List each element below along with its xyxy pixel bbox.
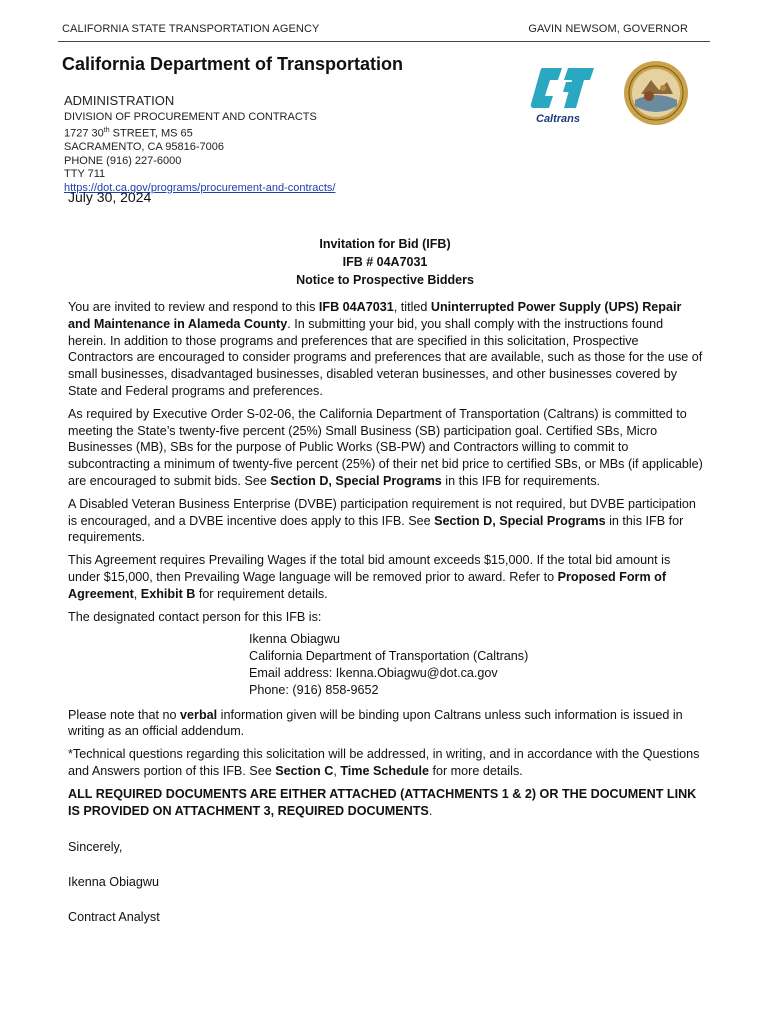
paragraph-small-business: As required by Executive Order S-02-06, the California Department of Transportation (Caltrans) is committed to meeting the State’s twenty-five percent (25%) Small Business (SB) participation goal. Certified SBs, Micro Businesses (MB), SBs for the purpose of Public Works (SB-PW) and Contractors willing to commit to subcontracting a minimum of twenty-five percent (25%) of their net bid price to certified SBs, or MBs (if applicable) are encouraged to submit bids. See Section D, Special Programs in this IFB for requirements. — [68, 406, 703, 488]
closing-block — [68, 839, 704, 925]
caltrans-logo — [528, 60, 608, 130]
closing-sincerely: Sincerely, — [68, 840, 123, 855]
phone-line: PHONE (916) 227-6000 — [64, 154, 182, 167]
ifb-notice: Notice to Prospective Bidders — [296, 273, 474, 287]
agency-header: CALIFORNIA STATE TRANSPORTATION AGENCY — [62, 23, 320, 35]
paragraph-required-documents: ALL REQUIRED DOCUMENTS ARE EITHER ATTACHED (ATTACHMENTS 1 & 2) OR THE DOCUMENT LINK IS PROVIDED ON ATTACHMENT 3, REQUIRED DOCUMENTS. — [68, 786, 697, 818]
header-divider — [58, 41, 710, 42]
division-line: DIVISION OF PROCUREMENT AND CONTRACTS — [64, 111, 317, 123]
ifb-heading — [0, 235, 770, 289]
paragraph-verbal: Please note that no verbal information given will be binding upon Caltrans unless such information is issued in writing as an official addendum. — [68, 707, 683, 739]
contact-name: Ikenna Obiagwu — [249, 632, 341, 647]
admin-label: ADMINISTRATION — [64, 93, 175, 108]
contact-block — [249, 631, 704, 698]
caltrans-wordmark: Caltrans — [536, 113, 581, 125]
department-title: California Department of Transportation — [62, 54, 404, 74]
contact-org: California Department of Transportation (Caltrans) — [249, 649, 529, 664]
letter-body — [68, 299, 704, 944]
procurement-link[interactable]: https://dot.ca.gov/programs/procurement-and-contracts/ — [64, 181, 336, 194]
ifb-title: Invitation for Bid (IFB) — [319, 237, 451, 251]
paragraph-dvbe: A Disabled Veteran Business Enterprise (DVBE) participation requirement is not required, but DVBE participation is encouraged, and a DVBE incentive does apply to this IFB. See Section D, Special Programs in this IFB for requirements. — [68, 496, 696, 545]
paragraph-prevailing-wages: This Agreement requires Prevailing Wages if the total bid amount exceeds $15,000. If the total bid amount is under $15,000, then Prevailing Wage language will be removed prior to award. Refer to Proposed Form of Agreement, Exhibit B for requirement details. — [68, 553, 671, 601]
contact-phone: Phone: (916) 858-9652 — [249, 682, 379, 697]
letter-date: July 30, 2024 — [68, 189, 152, 205]
paragraph-technical-questions: *Technical questions regarding this solicitation will be addressed, in writing, and in accordance with the Questions and Answers portion of this IFB. See Section C, Time Schedule for more details. — [68, 747, 700, 778]
state-seal-icon — [623, 60, 689, 126]
city-line: SACRAMENTO, CA 95816-7006 — [64, 141, 224, 154]
governor-header: GAVIN NEWSOM, GOVERNOR — [528, 23, 688, 35]
contact-email: Email address: Ikenna.Obiagwu@dot.ca.gov — [249, 665, 498, 680]
closing-title: Contract Analyst — [68, 909, 160, 924]
closing-name: Ikenna Obiagwu — [68, 875, 160, 890]
address-block — [64, 93, 335, 195]
street-line: 1727 30th STREET, MS 65 — [64, 127, 193, 141]
tty-line: TTY 711 — [64, 168, 106, 181]
paragraph-contact-intro: The designated contact person for this IFB is: — [68, 609, 322, 624]
ifb-number: IFB # 04A7031 — [342, 255, 428, 269]
paragraph-invitation: You are invited to review and respond to this IFB 04A7031, titled Uninterrupted Power Supply (UPS) Repair and Maintenance in Alameda County. In submitting your bid, you shall comply with the instructions found herein. In addition to those programs and preferences that are specified in this solicitation, Prospective Contractors are encouraged to consider programs and preferences that are available, such as those for the use of small businesses, disadvantaged businesses, disabled veteran businesses, and other businesses covered by State and Federal programs and preferences. — [68, 300, 703, 398]
